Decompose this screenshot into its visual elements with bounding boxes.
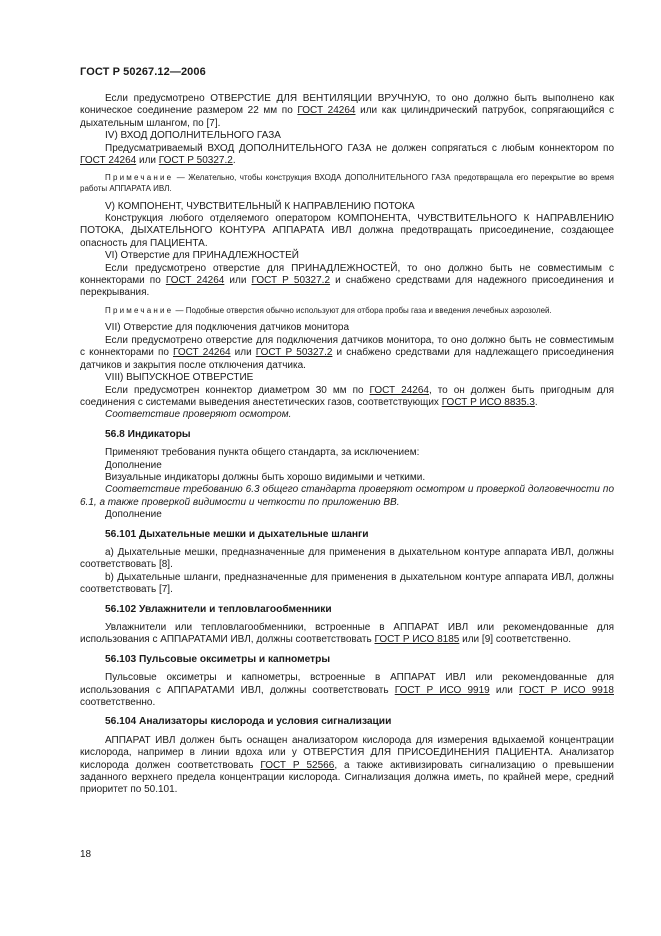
section-heading bbox=[105, 529, 614, 541]
paragraph bbox=[80, 484, 614, 509]
note-label: Примечание bbox=[105, 305, 174, 315]
text-run: или как цилиндрический патрубок, сопрягающийся с дыхательным шлангом, по [7]. bbox=[80, 105, 614, 129]
text-run: VI) Отверстие для ПРИНАДЛЕЖНОСТЕЙ bbox=[105, 250, 299, 262]
text-run: — Желательно, чтобы конструкция ВХОДА ДОПОЛНИТЕЛЬНОГО ГАЗА предотвращала его перекрытие во время работы АППАРАТА ИВЛ. bbox=[80, 173, 614, 194]
text-run: Увлажнители или тепловлагообменники, встроенные в АППАРАТ ИВЛ или рекомендованные для использования с АППАРАТАМИ ИВЛ, должны соответствовать bbox=[80, 622, 614, 646]
paragraph bbox=[80, 672, 614, 709]
paragraph bbox=[80, 93, 614, 130]
standard-reference-link[interactable]: ГОСТ 24264 bbox=[165, 275, 225, 287]
text-run: 56.103 Пульсовые оксиметры и капнометры bbox=[105, 653, 331, 665]
text-run: Если предусмотрено ОТВЕРСТИЕ ДЛЯ ВЕНТИЛЯЦИИ ВРУЧНУЮ, то оно должно быть выполнено как коническое соединение размером 22 мм по bbox=[80, 93, 614, 117]
subheading bbox=[105, 130, 614, 142]
note bbox=[80, 173, 614, 194]
text-run: Визуальные индикаторы должны быть хорошо видимыми и четкими. bbox=[105, 471, 426, 483]
standard-reference-link[interactable]: ГОСТ Р ИСО 9919 bbox=[394, 684, 490, 696]
text-run: Если предусмотрено отверстие для подключения датчиков монитора, то оно должно быть не совместимым с коннекторами по bbox=[80, 334, 614, 359]
paragraph bbox=[80, 409, 614, 421]
standard-reference-link[interactable]: ГОСТ 24264 bbox=[80, 155, 137, 167]
paragraph bbox=[80, 547, 614, 572]
text-run: a) Дыхательные мешки, предназначенные для применения в дыхательном контуре аппарата ИВЛ, должны соответствовать [8]. bbox=[80, 546, 614, 571]
standard-reference-link[interactable]: ГОСТ Р ИСО 9918 bbox=[519, 684, 614, 696]
standard-reference-link[interactable]: ГОСТ Р 50327.2 bbox=[158, 155, 233, 167]
standard-reference-link[interactable]: ГОСТ Р ИСО 8185 bbox=[374, 634, 460, 646]
page-number: 18 bbox=[80, 849, 92, 860]
note-label: Примечание bbox=[105, 173, 174, 183]
paragraph bbox=[80, 472, 614, 484]
subheading bbox=[105, 372, 614, 384]
text-run: Конструкция любого отделяемого оператором КОМПОНЕНТА, ЧУВСТВИТЕЛЬНОГО К НАПРАВЛЕНИЮ ПОТОКА, ДЫХАТЕЛЬНОГО КОНТУРА АППАРАТА ИВЛ должна предотвращать присоединение, создающее опасность для ПАЦИЕНТА. bbox=[80, 213, 614, 249]
text-run: или bbox=[230, 347, 256, 359]
paragraph bbox=[80, 213, 614, 250]
text-run: 56.101 Дыхательные мешки и дыхательные шланги bbox=[105, 528, 369, 540]
text-run: IV) ВХОД ДОПОЛНИТЕЛЬНОГО ГАЗА bbox=[105, 130, 281, 142]
paragraph bbox=[80, 143, 614, 168]
subheading bbox=[105, 250, 614, 262]
section-heading bbox=[105, 429, 614, 441]
text-run: или [9] соответственно. bbox=[459, 634, 572, 646]
standard-reference-link[interactable]: ГОСТ Р 50327.2 bbox=[255, 347, 333, 359]
text-run: 56.102 Увлажнители и тепловлагообменники bbox=[105, 603, 332, 615]
text-run: Пульсовые оксиметры и капнометры, встроенные в АППАРАТ ИВЛ или рекомендованные для использования с АППАРАТАМИ ИВЛ, должны соответствовать bbox=[80, 672, 614, 696]
text-run: Предусматриваемый ВХОД ДОПОЛНИТЕЛЬНОГО ГАЗА не должен сопрягаться с любым коннектором по bbox=[105, 142, 614, 154]
text-run: АППАРАТ ИВЛ должен быть оснащен анализатором кислорода для измерения вдыхаемой концентрации кислорода, например в линии вдоха или у ОТВЕРСТИЯ ДЛЯ ПРИСОЕДИНЕНИЯ ПАЦИЕНТА. Анализатор кислорода должен соответствовать bbox=[80, 734, 614, 771]
standard-reference-link[interactable]: ГОСТ Р 52566 bbox=[260, 759, 335, 771]
text-run: VIII) ВЫПУСКНОЕ ОТВЕРСТИЕ bbox=[105, 372, 254, 384]
text-run: 56.104 Анализаторы кислорода и условия сигнализации bbox=[105, 716, 392, 728]
text-run: Если предусмотрено отверстие для ПРИНАДЛЕЖНОСТЕЙ, то оно должно быть не совместимым с коннекторами по bbox=[80, 262, 614, 287]
subheading bbox=[105, 509, 614, 521]
standard-reference-link[interactable]: ГОСТ Р 50327.2 bbox=[251, 275, 331, 287]
text-run: или bbox=[136, 155, 159, 167]
text-run: Соответствие требованию 6.3 общего стандарта проверяют осмотром и проверкой долговечности по 6.1, а также проверкой видимости и четкости по приложению ВВ. bbox=[80, 484, 614, 508]
paragraph bbox=[80, 622, 614, 647]
text-run: , а также активизировать сигнализацию о превышении заданного верхнего предела концентрации кислорода. Сигнализация должна иметь, по крайней мере, средний приоритет по 50.101. bbox=[80, 759, 614, 796]
text-run: , то он должен быть пригодным для соединения с системами выведения анестетических газов, соответствующих bbox=[80, 384, 615, 408]
text-run: и снабжено средствами для надежного присоединения и перекрывания. bbox=[80, 275, 614, 299]
subheading bbox=[105, 322, 614, 334]
document-header: ГОСТ Р 50267.12—2006 bbox=[80, 66, 206, 78]
text-run: — Подобные отверстия обычно используют для отбора пробы газа и введения лечебных аэрозолей. bbox=[175, 305, 552, 315]
paragraph bbox=[80, 335, 614, 372]
text-run: Дополнение bbox=[105, 459, 162, 471]
text-run: или bbox=[224, 275, 252, 287]
paragraph bbox=[80, 263, 614, 300]
text-run: Дополнение bbox=[105, 509, 162, 521]
text-run: Применяют требования пункта общего стандарта, за исключением: bbox=[105, 447, 420, 459]
section-heading bbox=[105, 604, 614, 616]
text-run: Если предусмотрен коннектор диаметром 30 мм по bbox=[105, 384, 370, 396]
text-run: соответственно. bbox=[80, 697, 156, 709]
paragraph bbox=[80, 572, 614, 597]
paragraph bbox=[80, 385, 614, 410]
standard-reference-link[interactable]: ГОСТ 24264 bbox=[369, 384, 429, 396]
subheading bbox=[105, 460, 614, 472]
standard-reference-link[interactable]: ГОСТ 24264 bbox=[173, 347, 231, 359]
standard-reference-link[interactable]: ГОСТ Р ИСО 8835.3 bbox=[441, 396, 535, 408]
text-run: V) КОМПОНЕНТ, ЧУВСТВИТЕЛЬНЫЙ К НАПРАВЛЕНИЮ ПОТОКА bbox=[105, 200, 415, 212]
text-run: . bbox=[534, 396, 538, 408]
paragraph bbox=[80, 735, 614, 797]
text-run: b) Дыхательные шланги, предназначенные для применения в дыхательном контуре аппарата ИВЛ, должны соответствовать [7]. bbox=[80, 571, 614, 596]
text-run: или bbox=[489, 684, 520, 696]
note bbox=[80, 306, 614, 317]
paragraph bbox=[80, 447, 614, 459]
section-heading bbox=[105, 654, 614, 666]
text-run: 56.8 Индикаторы bbox=[105, 428, 191, 440]
text-run: и снабжено средствами для надлежащего присоединения датчиков и закрытия после отключения датчика. bbox=[80, 347, 614, 371]
section-heading bbox=[105, 716, 614, 728]
document-body bbox=[80, 93, 614, 797]
text-run: . bbox=[232, 155, 236, 167]
subheading bbox=[105, 201, 614, 213]
standard-reference-link[interactable]: ГОСТ 24264 bbox=[297, 105, 356, 117]
text-run: Соответствие проверяют осмотром. bbox=[105, 409, 292, 421]
text-run: VII) Отверстие для подключения датчиков монитора bbox=[105, 322, 350, 334]
